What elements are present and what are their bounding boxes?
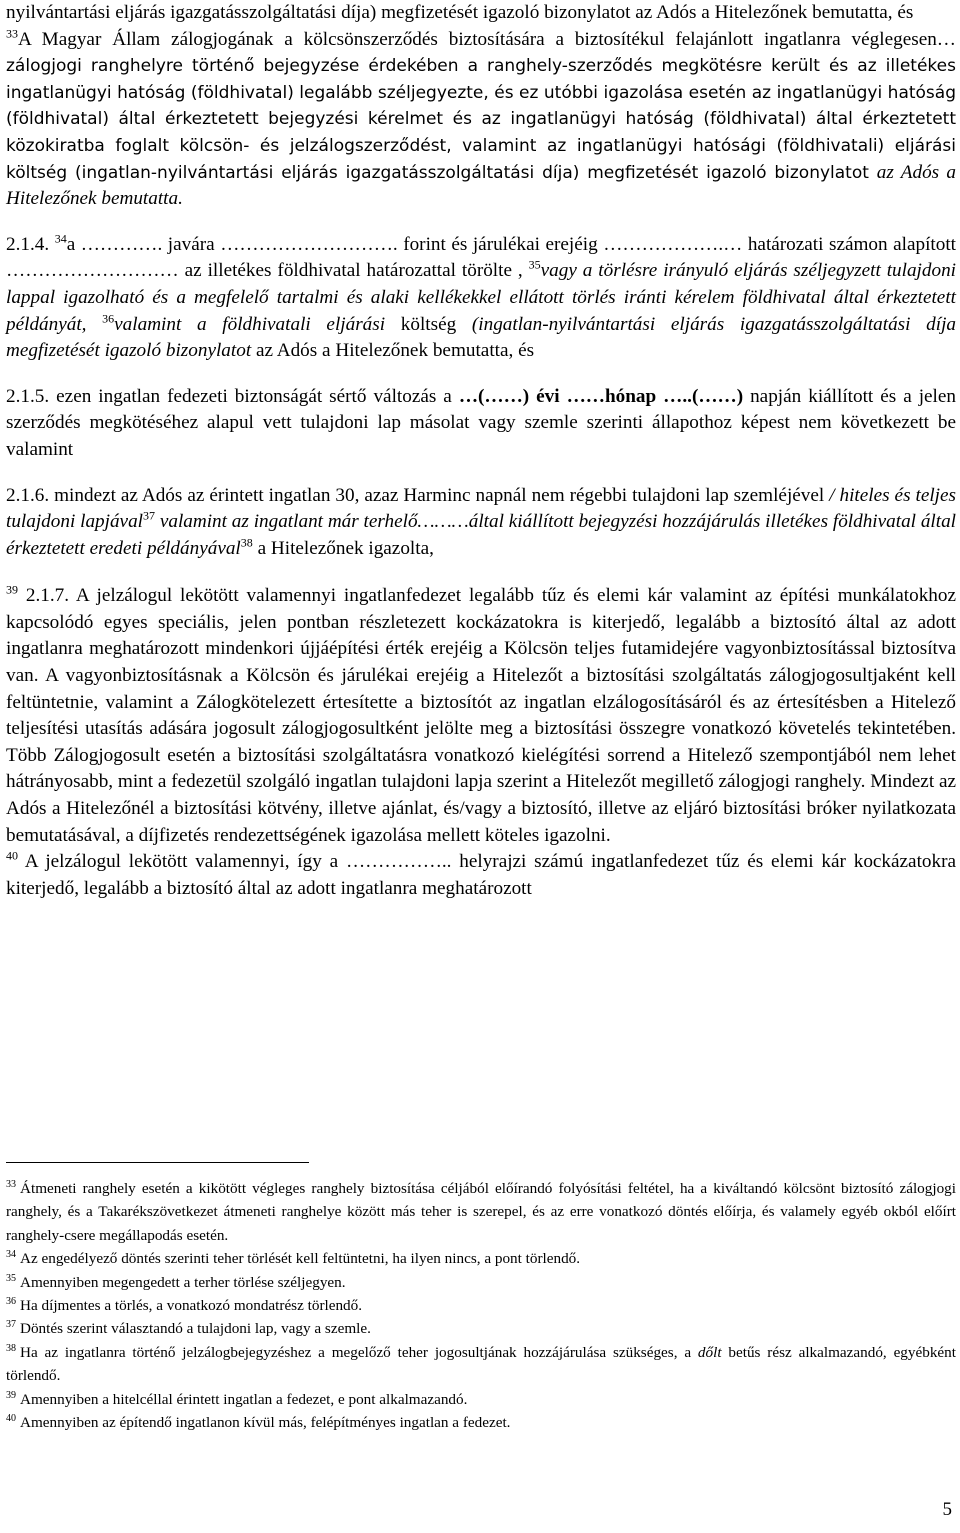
document-body — [6, 0, 956, 902]
footnote-38: $^{38}$ Ha az ingatlanra történő jelzálogbejegyzéshez a megelőző teher jogosultjának hozzájárulása szükséges, a dőlt betűs rész alkalmazandó, egyébként törlendő. — [6, 1342, 956, 1385]
paragraph-2-1-6: 2.1.6. mindezt az Adós az érintett ingatlan 30, azaz Harminc napnál nem régebbi tulajdoni lap szemléjével / hiteles és teljes tulajdoni lapjával$^{37}$ valamint az ingatlant már terhelő………által kiállított bejegyzési hozzájárulás illetékes földhivatal által érkeztetett eredeti példányával$^{38}$ a Hitelezőnek igazolta, — [6, 484, 957, 559]
footnote-ref-38: 38 — [240, 535, 253, 550]
footnote-ref-33: 33 — [6, 26, 18, 41]
footnote-39: $^{39}$ Amennyiben a hitelcéllal érintett ingatlan a fedezet, e pont alkalmazandó. — [6, 1389, 468, 1408]
footnote-33: $^{33}$ Átmeneti ranghely esetén a kikötött végleges ranghely biztosítása céljából előírandó folyósítási feltétel, ha a kiváltandó kölcsönt biztosító zálogjogi ranghely, és a Takarékszövetkezet átmeneti ranghelye között más teher is szerepel, és az erre vonatkozó döntés előírja, és valamely egyéb okból előírt ranghely-csere megállapodás esetén. — [6, 1178, 956, 1244]
footnote-ref-39: 39 — [6, 582, 18, 597]
footnote-36: $^{36}$ Ha díjmentes a törlés, a vonatkozó mondatrész törlendő. — [6, 1295, 363, 1315]
paragraph-continuation: nyilvántartási eljárás igazgatásszolgáltatási díja) megfizetését igazoló bizonylatot az Adós a Hitelezőnek bemutatta, és — [6, 2, 914, 23]
page-number: 5 — [942, 1499, 952, 1520]
paragraph-2-1-4: 2.1.4. $^{34}$a …………. javára ………………………. forint és járulékai erejéig ……………….… határozati számon alapított ……………………… az illetékes földhivatal határozattal törölte , $^{35}$vagy a törlésre irányuló eljárás széljegyzett tulajdoni lappal igazolható és a megfelelő tartalmi és alaki kellékekkel ellátott törlés iránti kérelem földhivatal által érkeztetett példányát, $^{36}$valamint a földhivatali eljárási költség (ingatlan-nyilvántartási eljárás igazgatásszolgáltatási díja megfizetését igazoló bizonylatot az Adós a Hitelezőnek bemutatta, és — [6, 231, 956, 362]
footnotes — [6, 1177, 956, 1434]
paragraph-2-1-7: $^{39}$ 2.1.7. A jelzálogul lekötött valamennyi ingatlanfedezet legalább tűz és elemi kár valamint az építési munkálatokhoz kapcsolódó egyes speciális, jelen pontban részletezett kockázatokra is kiterjedő, legalább a biztosító által az adott ingatlanra meghatározott mindenkori újjáépítési érték erejéig a Kölcsön teljes futamidejére vagyonbiztosítással biztosítva van. A vagyonbiztosításnak a Kölcsön és járulékai erejéig a Hitelezőt a biztosítási szolgáltatás zálogjogosultjaként kell feltüntetnie, valamint a Zálogkötelezett értesítette a biztosítót az ingatlan elzálogosításáról és az értesítésben a Hitelező teljesítési utasítás adására jogosult zálogjogosultként jelölte meg a biztosítási összegre vonatkozó követelés tekintetében. Több Zálogjogosult esetén a biztosítási szolgáltatásra vonatkozó kielégítési sorrend a Hitelező szempontjából nem lehet hátrányosabb, mint a fedezetül szolgáló ingatlan tulajdoni lapja szerint a Hitelezőt megillető zálogjogi ranghely. Mindezt az Adós a Hitelezőnél a biztosítási kötvény, illetve ajánlat, és/vagy a biztosító, illetve az eljáró biztosítási bróker nyilatkozata bemutatásával, a díjfizetés rendezettségének igazolása mellett köteles igazolni. — [6, 582, 956, 846]
footnote-ref-37: 37 — [143, 508, 156, 523]
paragraph-33: $^{33}$A Magyar Állam zálogjogának a kölcsönszerződés biztosítására a biztosítékul felajánlott ingatlanra véglegesen… zálogjogi ranghelyre történő bejegyzése érdekében a ranghely-szerződés megkötésre került és az illetékes ingatlanügyi hatóság (földhivatal) legalább széljegyezte, és ez utóbbi igazolása esetén az ingatlanügyi hatóság (földhivatal) által érkeztetett bejegyzési kérelmet és az ingatlanügyi hatóság (földhivatal) által érkeztetett közokiratba foglalt kölcsön- és jelzálogszerződést, valamint az ingatlanügyi hatósági (földhivatali) eljárási költség (ingatlan-nyilvántartási eljárás igazgatásszolgáltatási díja) megfizetését igazoló bizonylatot az Adós a Hitelezőnek bemutatta. — [6, 26, 956, 210]
footnote-34: $^{34}$ Az engedélyező döntés szerinti teher törlését kell feltüntetni, ha ilyen nincs, a pont törlendő. — [6, 1249, 581, 1268]
footnote-separator — [6, 1162, 309, 1163]
footnote-35: $^{35}$ Amennyiben megengedett a terher törlése széljegyen. — [6, 1272, 346, 1291]
paragraph-33-sans-text: zálogjogi ranghelyre történő bejegyzése érdekében a ranghely-szerződés megkötésre került és az illetékes ingatlanügyi hatóság (földhivatal) legalább széljegyezte, és ez utóbbi igazolása esetén az ingatlanügyi hatóság (földhivatal) által érkeztetett bejegyzési kérelmet és az ingatlanügyi hatóság (földhivatal) által érkeztetett közokiratba foglalt kölcsön- és jelzálogszerződést, valamint az ingatlanügyi hatósági (földhivatali) eljárási költség (ingatlan-nyilvántartási eljárás igazgatásszolgáltatási díja) megfizetését igazoló bizonylatot — [6, 56, 956, 183]
footnote-ref-35: 35 — [528, 257, 541, 272]
footnote-ref-34: 34 — [54, 231, 67, 246]
paragraph-2-1-5: 2.1.5. ezen ingatlan fedezeti biztonságát sértő változás a …(……) évi ……hónap …..(……) napján kiállított és a jelen szerződés megkötéséhez alapul vett tulajdoni lap másolat vagy szemle szerinti állapothoz képest nem következett be valamint — [6, 385, 956, 460]
footnote-ref-36: 36 — [102, 311, 115, 326]
paragraph-40: $^{40}$ A jelzálogul lekötött valamennyi, így a …………….. helyrajzi számú ingatlanfedezet tűz és elemi kár kockázatokra kiterjedő, legalább a biztosító által az adott ingatlanra meghatározott — [6, 848, 956, 899]
footnote-37: $^{37}$ Döntés szerint választandó a tulajdoni lap, vagy a szemle. — [6, 1319, 371, 1338]
footnote-ref-40: 40 — [6, 848, 18, 863]
footnote-40: $^{40}$ Amennyiben az építendő ingatlanon kívül más, felépítményes ingatlan a fedezet. — [6, 1413, 511, 1432]
